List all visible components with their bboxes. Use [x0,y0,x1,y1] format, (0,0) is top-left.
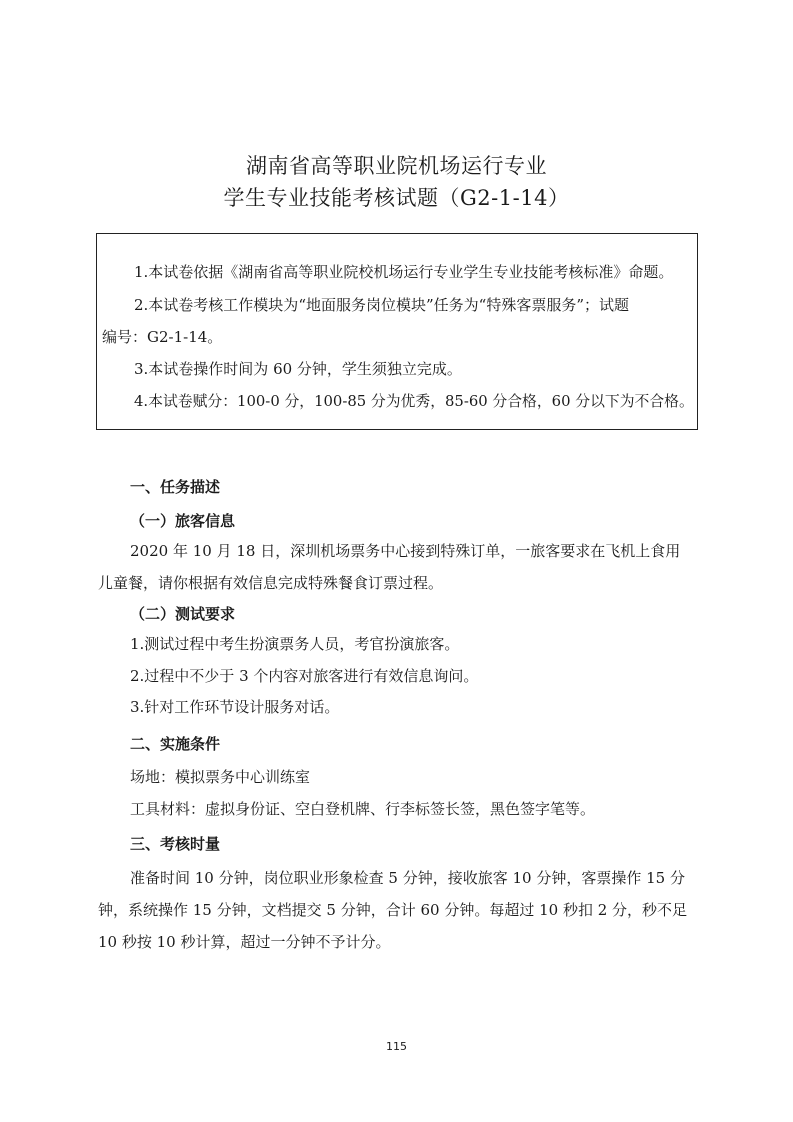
test-requirement-3: 3.针对工作环节设计服务对话。 [130,698,340,716]
notice-line-5: 4.本试卷赋分：100-0 分，100-85 分为优秀，85-60 分合格，60 分以下为不合格。 [134,392,694,410]
condition-materials: 工具材料：虚拟身份证、空白登机牌、行李标签长签，黑色签字笔等。 [130,800,596,818]
section-heading-task: 一、任务描述 [130,478,221,496]
document-title-line1: 湖南省高等职业院机场运行专业 [246,154,547,178]
duration-line-3: 10 秒按 10 秒计算，超过一分钟不予计分。 [98,933,391,951]
duration-line-2: 钟，系统操作 15 分钟，文档提交 5 分钟，合计 60 分钟。每超过 10 秒扣 2 分，秒不足 [98,901,688,919]
notice-line-3: 编号：G2-1-14。 [102,328,223,346]
subheading-test-requirements: （二）测试要求 [130,605,236,623]
passenger-info-line-2: 儿童餐，请你根据有效信息完成特殊餐食订票过程。 [98,574,444,592]
notice-line-2: 2.本试卷考核工作模块为“地面服务岗位模块”任务为“特殊客票服务”；试题 [134,296,629,314]
duration-line-1: 准备时间 10 分钟，岗位职业形象检查 5 分钟，接收旅客 10 分钟，客票操作 15 分 [130,869,685,887]
test-requirement-2: 2.过程中不少于 3 个内容对旅客进行有效信息询问。 [130,667,479,685]
section-heading-duration: 三、考核时量 [130,835,221,853]
subheading-passenger-info: （一）旅客信息 [130,512,236,530]
page-number: 115 [386,1040,407,1053]
document-title-line2: 学生专业技能考核试题（G2-1-14） [223,186,570,210]
section-heading-conditions: 二、实施条件 [130,735,221,753]
notice-line-4: 3.本试卷操作时间为 60 分钟，学生须独立完成。 [134,360,462,378]
condition-venue: 场地：模拟票务中心训练室 [130,768,311,786]
notice-line-1: 1.本试卷依据《湖南省高等职业院校机场运行专业学生专业技能考核标准》命题。 [134,263,674,281]
test-requirement-1: 1.测试过程中考生扮演票务人员，考官扮演旅客。 [130,635,460,653]
passenger-info-line-1: 2020 年 10 月 18 日，深圳机场票务中心接到特殊订单，一旅客要求在飞机上食用 [130,542,681,560]
